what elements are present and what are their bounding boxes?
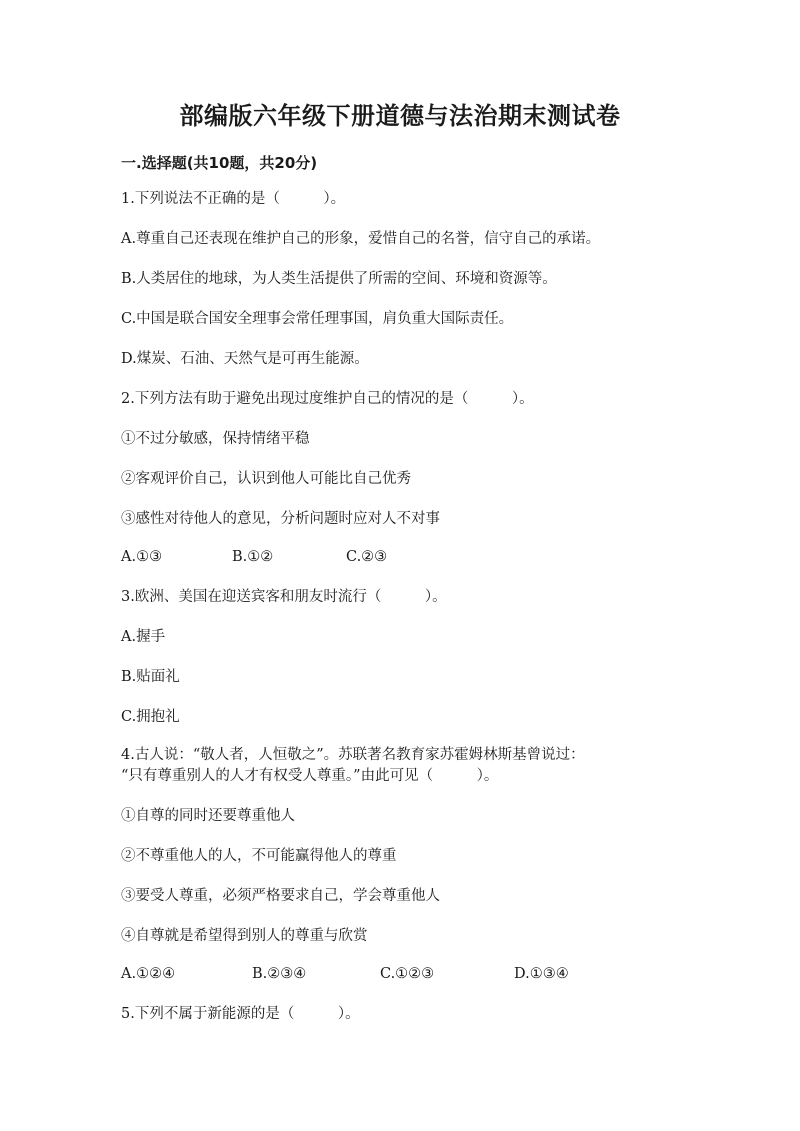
question-5-stem: 5.下列不属于新能源的是（ ）。: [121, 1006, 360, 1022]
question-3-option-b: B.贴面礼: [121, 669, 180, 685]
section-heading: 一.选择题(共10题，共20分): [121, 154, 318, 172]
question-2-option-a: A.①③: [121, 549, 163, 565]
question-4-option-b: B.②③④: [252, 966, 307, 982]
question-2-statement-3: ③感性对待他人的意见，分析问题时应对人不对事: [121, 511, 440, 527]
question-4-option-d: D.①③④: [514, 966, 569, 982]
question-2-statement-1: ①不过分敏感，保持情绪平稳: [121, 431, 310, 447]
question-3-option-a: A.握手: [121, 629, 166, 645]
question-2-statement-2: ②客观评价自己，认识到他人可能比自己优秀: [121, 471, 411, 487]
question-4-stem-line-1: 4.古人说：“敬人者，人恒敬之”。苏联著名教育家苏霍姆林斯基曾说过：: [121, 747, 585, 763]
question-1-option-d: D.煤炭、石油、天然气是可再生能源。: [121, 351, 369, 367]
question-3-option-c: C.拥抱礼: [121, 709, 180, 725]
question-2-stem: 2.下列方法有助于避免出现过度维护自己的情况的是（ ）。: [121, 391, 534, 407]
document-title: 部编版六年级下册道德与法治期末测试卷: [179, 102, 621, 130]
question-4-option-c: C.①②③: [380, 966, 435, 982]
question-4-stem-line-2: “只有尊重别人的人才有权受人尊重。”由此可见（ ）。: [121, 768, 499, 784]
question-1-option-a: A.尊重自己还表现在维护自己的形象，爱惜自己的名誉，信守自己的承诺。: [121, 231, 601, 247]
question-1-stem: 1.下列说法不正确的是（ ）。: [121, 191, 346, 207]
question-1-option-c: C.中国是联合国安全理事会常任理事国，肩负重大国际责任。: [121, 311, 514, 327]
question-4-statement-3: ③要受人尊重，必须严格要求自己，学会尊重他人: [121, 888, 440, 904]
question-4-option-a: A.①②④: [121, 966, 176, 982]
question-4-statement-1: ①自尊的同时还要尊重他人: [121, 808, 295, 824]
question-1-option-b: B.人类居住的地球，为人类生活提供了所需的空间、环境和资源等。: [121, 271, 557, 287]
question-4-statement-2: ②不尊重他人的人，不可能赢得他人的尊重: [121, 848, 397, 864]
question-4-statement-4: ④自尊就是希望得到别人的尊重与欣赏: [121, 928, 368, 944]
question-2-option-b: B.①②: [232, 549, 274, 565]
question-2-option-c: C.②③: [346, 549, 388, 565]
question-3-stem: 3.欧洲、美国在迎送宾客和朋友时流行（ ）。: [121, 589, 447, 605]
